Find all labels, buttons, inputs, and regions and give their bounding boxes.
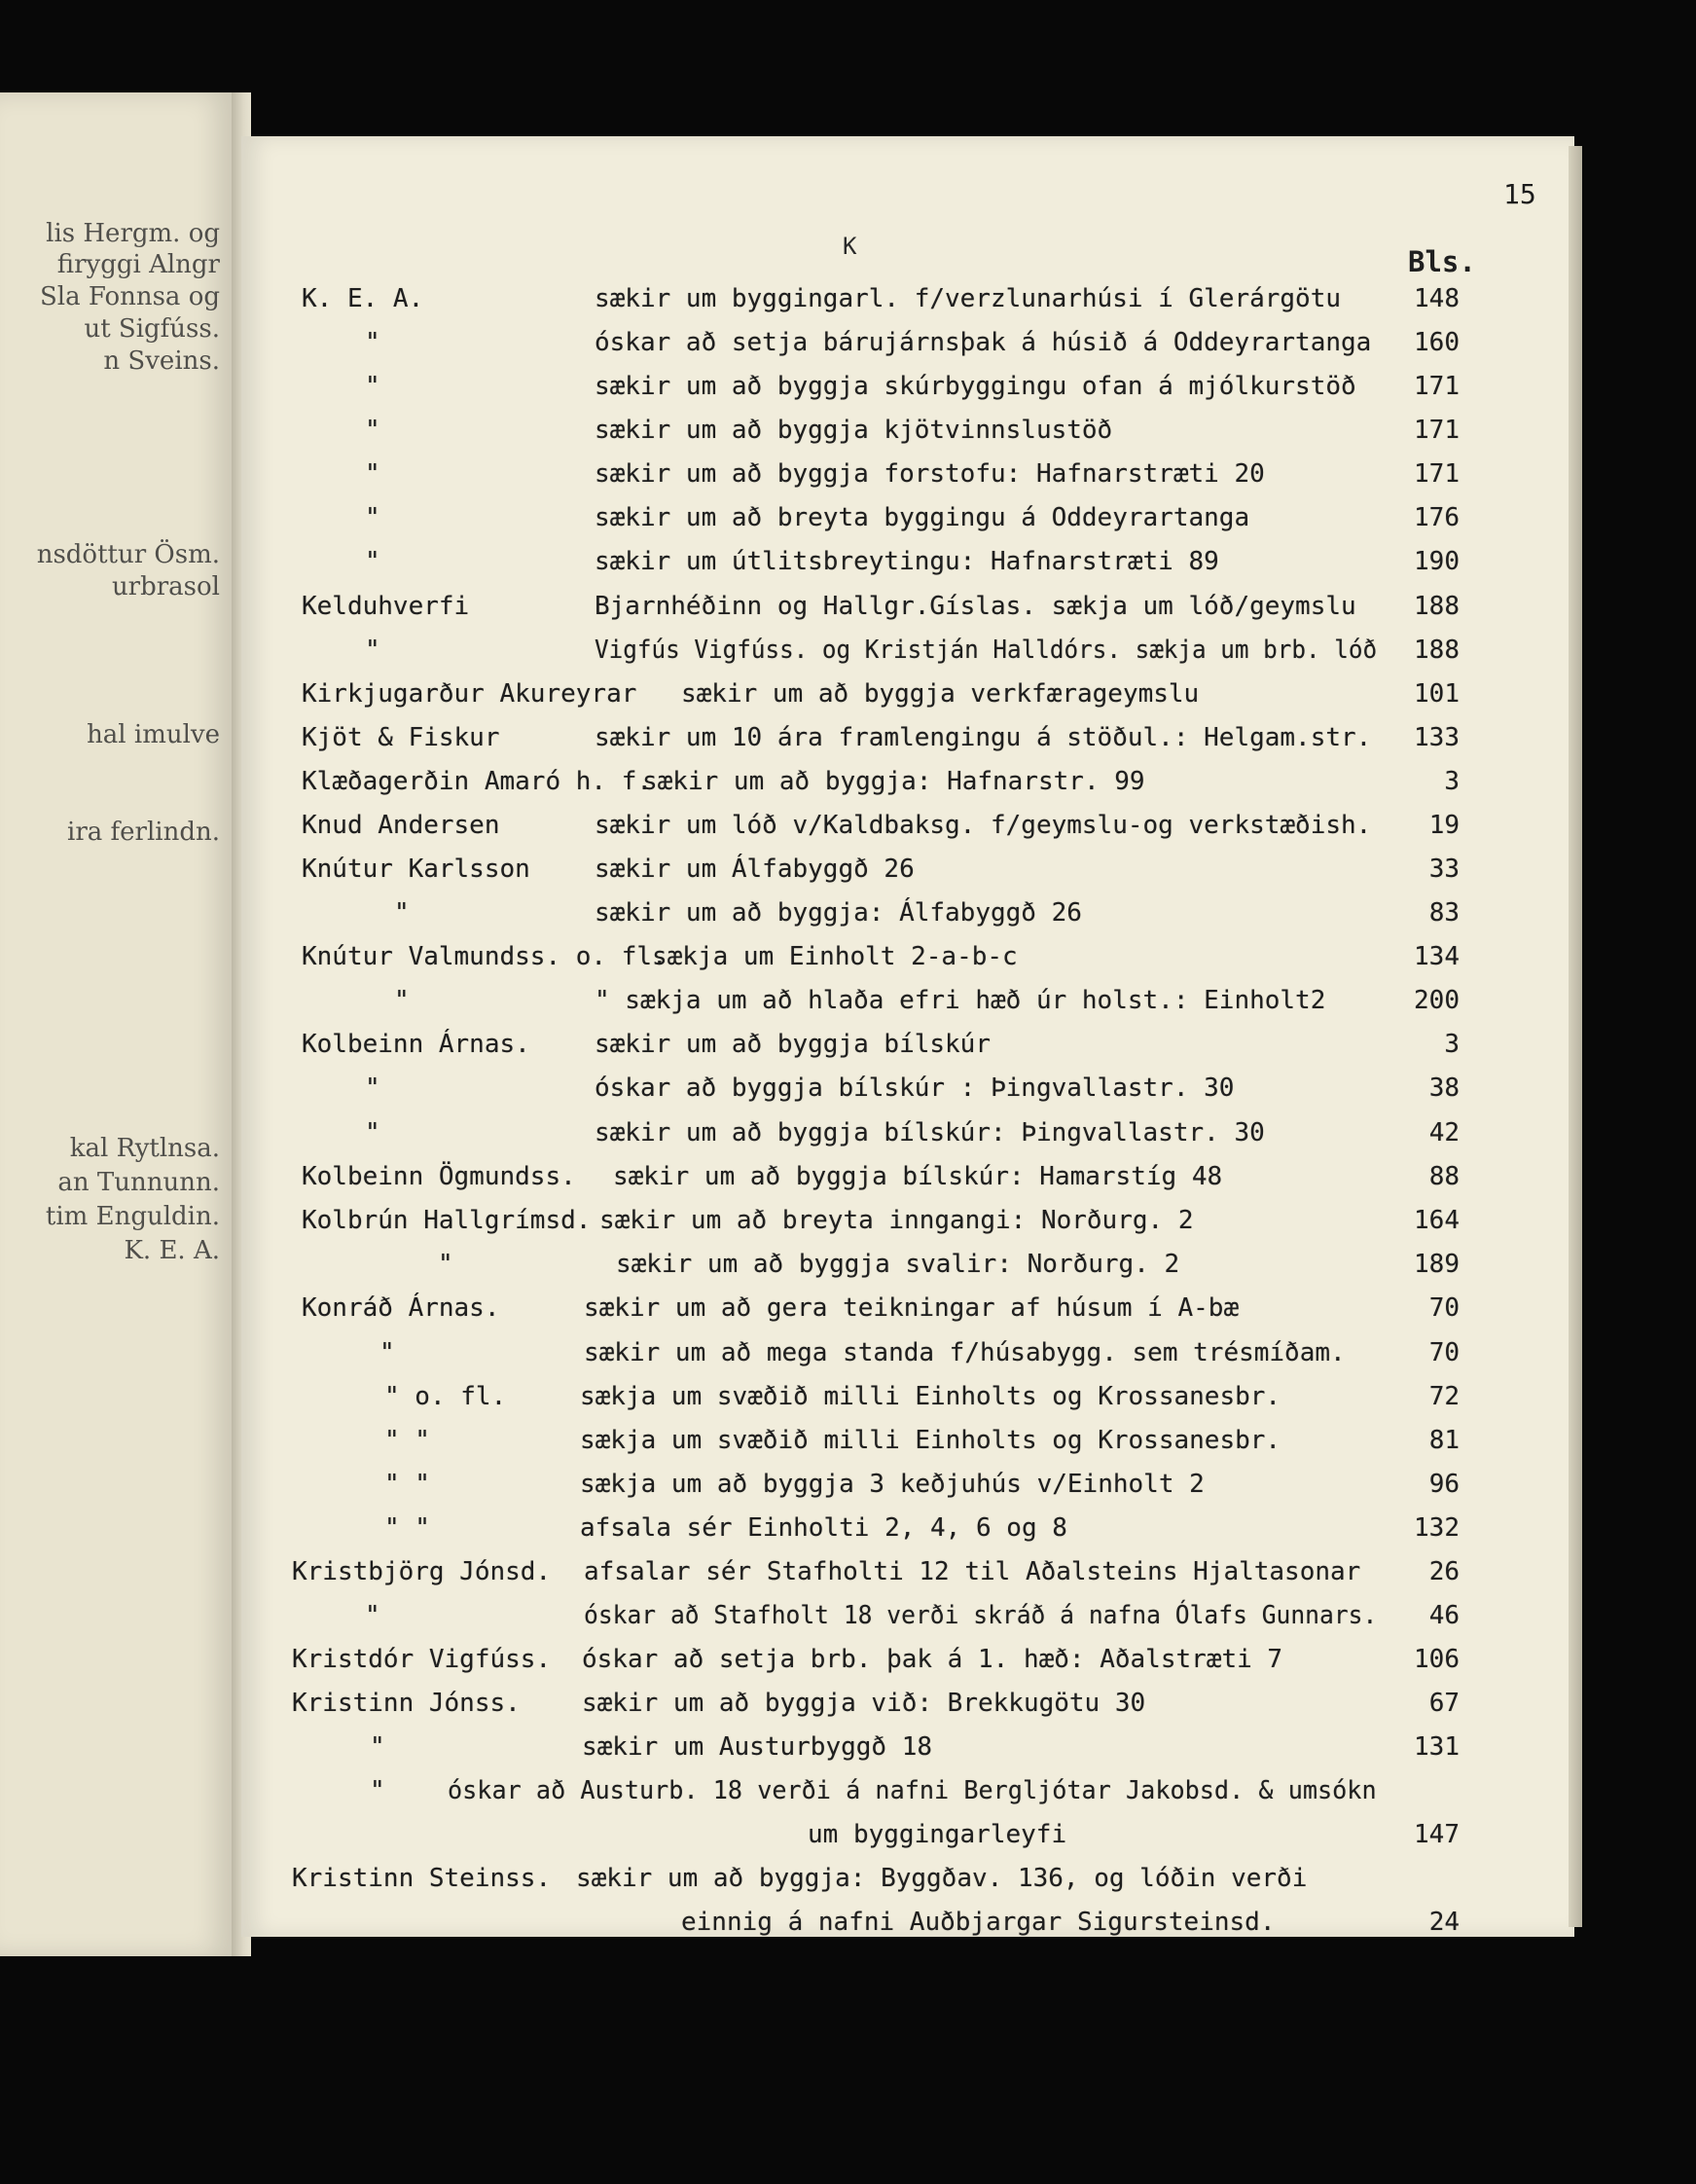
index-entry [0, 1774, 1696, 1807]
index-entry [0, 326, 1696, 359]
index-entry [0, 1468, 1696, 1501]
left-page-line: ut Sigfúss. [84, 314, 220, 344]
entry-name: Kristbjörg Jónsd. [292, 1557, 552, 1586]
entry-page-number: 101 [1414, 679, 1460, 709]
entry-description: " sækja um að hlaða efri hæð úr holst.: Einholt2 [595, 986, 1326, 1015]
index-entry [0, 1730, 1696, 1764]
entry-name: Kolbeinn Árnas. [302, 1030, 530, 1059]
index-entry [0, 1248, 1696, 1281]
entry-page-number: 72 [1428, 1382, 1460, 1411]
index-entry [0, 1862, 1696, 1895]
left-page-line: K. E. A. [124, 1236, 220, 1265]
entry-description: sækir um lóð v/Kaldbaksg. f/geymslu-og verkstæðish. [595, 811, 1372, 840]
entry-name: " [394, 898, 410, 928]
entry-description: sækir um að byggja bílskúr: Hamarstíg 48 [613, 1162, 1223, 1191]
index-entry [0, 1906, 1696, 1939]
index-entry [0, 590, 1696, 623]
left-page-line: firyggi Alngr [56, 250, 220, 279]
left-page-line: an Tunnunn. [57, 1168, 220, 1197]
entry-name: " " [384, 1426, 430, 1455]
entry-description: sækir um að breyta inngangi: Norðurg. 2 [599, 1206, 1194, 1235]
entry-page-number: 81 [1428, 1426, 1460, 1455]
index-entry [0, 1511, 1696, 1545]
entry-page-number: 148 [1414, 284, 1460, 313]
entry-page-number: 132 [1414, 1513, 1460, 1543]
entry-page-number: 24 [1428, 1908, 1460, 1937]
entry-description: einnig á nafni Auðbjargar Sigursteinsd. [681, 1908, 1276, 1937]
entry-description: sækja um að byggja 3 keðjuhús v/Einholt 2 [580, 1470, 1205, 1499]
entry-page-number: 134 [1414, 942, 1460, 971]
left-page-line: Sla Fonnsa og [39, 282, 220, 311]
entry-name: K. E. A. [302, 284, 424, 313]
left-page-line: n Sveins. [103, 346, 220, 376]
entry-description: sækir um Álfabyggð 26 [595, 855, 915, 884]
entry-name: Knútur Valmundss. o. fl. [302, 942, 668, 971]
index-entry [0, 1160, 1696, 1193]
entry-name: " [365, 503, 380, 532]
entry-description: sækir um að byggja skúrbyggingu ofan á mjólkurstöð [595, 372, 1356, 401]
entry-description: Bjarnhéðinn og Hallgr.Gíslas. sækja um lóð/geymslu [595, 592, 1356, 621]
left-page-line: lis Hergm. og [46, 219, 220, 248]
index-entry [0, 1818, 1696, 1851]
entry-page-number: 83 [1428, 898, 1460, 928]
entry-name: Klæðagerðin Amaró h. f. [302, 767, 653, 796]
index-entry [0, 984, 1696, 1017]
entry-description: sækir um að byggja bílskúr: Þingvallastr. 30 [595, 1118, 1265, 1147]
index-entry [0, 1028, 1696, 1061]
entry-description: sækir um að byggja svalir: Norðurg. 2 [616, 1250, 1180, 1279]
entry-name: Kolbeinn Ögmundss. [302, 1162, 576, 1191]
left-page-line: nsdöttur Ösm. [36, 540, 220, 569]
index-entry [0, 1380, 1696, 1413]
entry-description: sækir um að byggja bílskúr [595, 1030, 991, 1059]
entry-name: Kjöt & Fiskur [302, 723, 500, 752]
entry-name: " [365, 372, 380, 401]
entry-page-number: 88 [1428, 1162, 1460, 1191]
entry-name: Kolbrún Hallgrímsd. [302, 1206, 592, 1235]
index-entry [0, 501, 1696, 534]
index-entry [0, 1204, 1696, 1237]
entry-page-number: 200 [1414, 986, 1460, 1015]
index-entry [0, 370, 1696, 403]
index-entry [0, 1555, 1696, 1588]
entry-description: sækir um að breyta byggingu á Oddeyrartanga [595, 503, 1250, 532]
entry-page-number: 164 [1414, 1206, 1460, 1235]
entry-name: Knútur Karlsson [302, 855, 530, 884]
entry-description: sækir um að gera teikningar af húsum í A-bæ [584, 1293, 1240, 1323]
left-page-line: tim Enguldin. [45, 1202, 220, 1231]
entry-name: Kristdór Vigfúss. [292, 1645, 552, 1674]
index-entry [0, 282, 1696, 315]
entry-page-number: 96 [1428, 1470, 1460, 1499]
entry-description: sækir um að byggja forstofu: Hafnarstræti 20 [595, 459, 1265, 489]
entry-name: " [365, 547, 380, 576]
entry-description: sækir um að byggja kjötvinnslustöð [595, 416, 1113, 445]
index-entry [0, 809, 1696, 842]
page-column-header: Bls. [1408, 245, 1476, 278]
entry-description: sækir um að byggja: Hafnarstr. 99 [642, 767, 1145, 796]
index-entry [0, 1292, 1696, 1325]
entry-page-number: 190 [1414, 547, 1460, 576]
entry-page-number: 188 [1414, 636, 1460, 665]
entry-page-number: 160 [1414, 328, 1460, 357]
entry-page-number: 38 [1428, 1074, 1460, 1103]
entry-description: sækir um 10 ára framlengingu á stöðul.: Helgam.str. [595, 723, 1372, 752]
entry-name: " " [384, 1513, 430, 1543]
index-entry [0, 634, 1696, 667]
entry-description: óskar að setja brb. þak á 1. hæð: Aðalstræti 7 [582, 1645, 1283, 1674]
entry-description: sækir um að byggja: Byggðav. 136, og lóðin verði [576, 1864, 1308, 1893]
entry-page-number: 171 [1414, 416, 1460, 445]
entry-description: sækir um að byggja: Álfabyggð 26 [595, 898, 1082, 928]
entry-name: Konráð Árnas. [302, 1293, 500, 1323]
entry-name: " o. fl. [384, 1382, 507, 1411]
entry-name: " " [384, 1470, 430, 1499]
left-page-line: kal Rytlnsa. [69, 1134, 220, 1163]
entry-description: sækir um Austurbyggð 18 [582, 1732, 933, 1762]
entry-description: um byggingarleyfi [808, 1820, 1067, 1849]
index-entry [0, 1599, 1696, 1632]
entry-page-number: 46 [1428, 1601, 1460, 1630]
entry-description: sækir um að byggja verkfærageymslu [681, 679, 1200, 709]
entry-description: sækja um svæðið milli Einholts og Krossanesbr. [580, 1426, 1281, 1455]
entry-page-number: 133 [1414, 723, 1460, 752]
entry-page-number: 3 [1444, 1030, 1460, 1059]
entry-name: " [365, 1601, 380, 1630]
entry-name: " [365, 416, 380, 445]
entry-page-number: 106 [1414, 1645, 1460, 1674]
entry-description: Vigfús Vigfúss. og Kristján Halldórs. sækja um brb. lóð [595, 636, 1378, 665]
entry-description: sækir um útlitsbreytingu: Hafnarstræti 89 [595, 547, 1219, 576]
entry-description: óskar að Stafholt 18 verði skráð á nafna Ólafs Gunnars. [584, 1601, 1378, 1630]
entry-page-number: 188 [1414, 592, 1460, 621]
entry-name: Kristinn Steinss. [292, 1864, 552, 1893]
index-entry [0, 1116, 1696, 1149]
entry-page-number: 147 [1414, 1820, 1460, 1849]
entry-name: " [365, 459, 380, 489]
entry-name: " [365, 636, 380, 665]
entry-page-number: 189 [1414, 1250, 1460, 1279]
page-number: 15 [1503, 178, 1536, 210]
entry-description: sækir um að mega standa f/húsabygg. sem trésmíðam. [584, 1338, 1346, 1367]
entry-page-number: 33 [1428, 855, 1460, 884]
entry-name: " [370, 1732, 385, 1762]
entry-page-number: 171 [1414, 459, 1460, 489]
entry-name: " [365, 1074, 380, 1103]
entry-name: Kirkjugarður Akureyrar [302, 679, 637, 709]
entry-name: Kelduhverfi [302, 592, 470, 621]
left-page-line: ira ferlindn. [67, 818, 220, 847]
index-entry [0, 940, 1696, 973]
entry-description: afsala sér Einholti 2, 4, 6 og 8 [580, 1513, 1067, 1543]
index-entry [0, 545, 1696, 578]
entry-name: " [370, 1776, 385, 1805]
index-entry [0, 896, 1696, 929]
entry-page-number: 26 [1428, 1557, 1460, 1586]
entry-name: " [365, 328, 380, 357]
entry-page-number: 70 [1428, 1338, 1460, 1367]
entry-description: afsalar sér Stafholti 12 til Aðalsteins Hjaltasonar [584, 1557, 1361, 1586]
entry-description: óskar að Austurb. 18 verði á nafni Bergljótar Jakobsd. & umsókn [448, 1776, 1377, 1805]
letter-heading: K [843, 233, 857, 260]
entry-description: óskar að byggja bílskúr : Þingvallastr. 30 [595, 1074, 1235, 1103]
index-entry [0, 1687, 1696, 1720]
entry-description: sækir um byggingarl. f/verzlunarhúsi í Glerárgötu [595, 284, 1342, 313]
entry-name: " [379, 1338, 395, 1367]
index-entry [0, 1336, 1696, 1369]
entry-page-number: 176 [1414, 503, 1460, 532]
entry-name: Knud Andersen [302, 811, 500, 840]
entry-name: " [438, 1250, 453, 1279]
index-entry [0, 853, 1696, 886]
index-entry [0, 457, 1696, 491]
index-entry [0, 677, 1696, 710]
entry-page-number: 19 [1428, 811, 1460, 840]
entry-description: sækir um að byggja við: Brekkugötu 30 [582, 1689, 1146, 1718]
left-page-line: urbrasol [111, 572, 220, 601]
index-entry [0, 765, 1696, 798]
entry-page-number: 67 [1428, 1689, 1460, 1718]
entry-page-number: 171 [1414, 372, 1460, 401]
entry-page-number: 42 [1428, 1118, 1460, 1147]
entry-page-number: 70 [1428, 1293, 1460, 1323]
entry-description: sækja um svæðið milli Einholts og Krossanesbr. [580, 1382, 1281, 1411]
left-page-line: hal imulve [87, 720, 220, 749]
entry-description: óskar að setja bárujárnsþak á húsið á Oddeyrartanga [595, 328, 1372, 357]
entry-name: " [394, 986, 410, 1015]
index-entry [0, 414, 1696, 447]
index-entry [0, 1424, 1696, 1457]
index-entry [0, 721, 1696, 754]
entry-name: " [365, 1118, 380, 1147]
entry-description: sækja um Einholt 2-a-b-c [652, 942, 1018, 971]
entry-page-number: 131 [1414, 1732, 1460, 1762]
entry-page-number: 3 [1444, 767, 1460, 796]
entry-name: Kristinn Jónss. [292, 1689, 521, 1718]
index-entry [0, 1072, 1696, 1105]
index-entry [0, 1643, 1696, 1676]
